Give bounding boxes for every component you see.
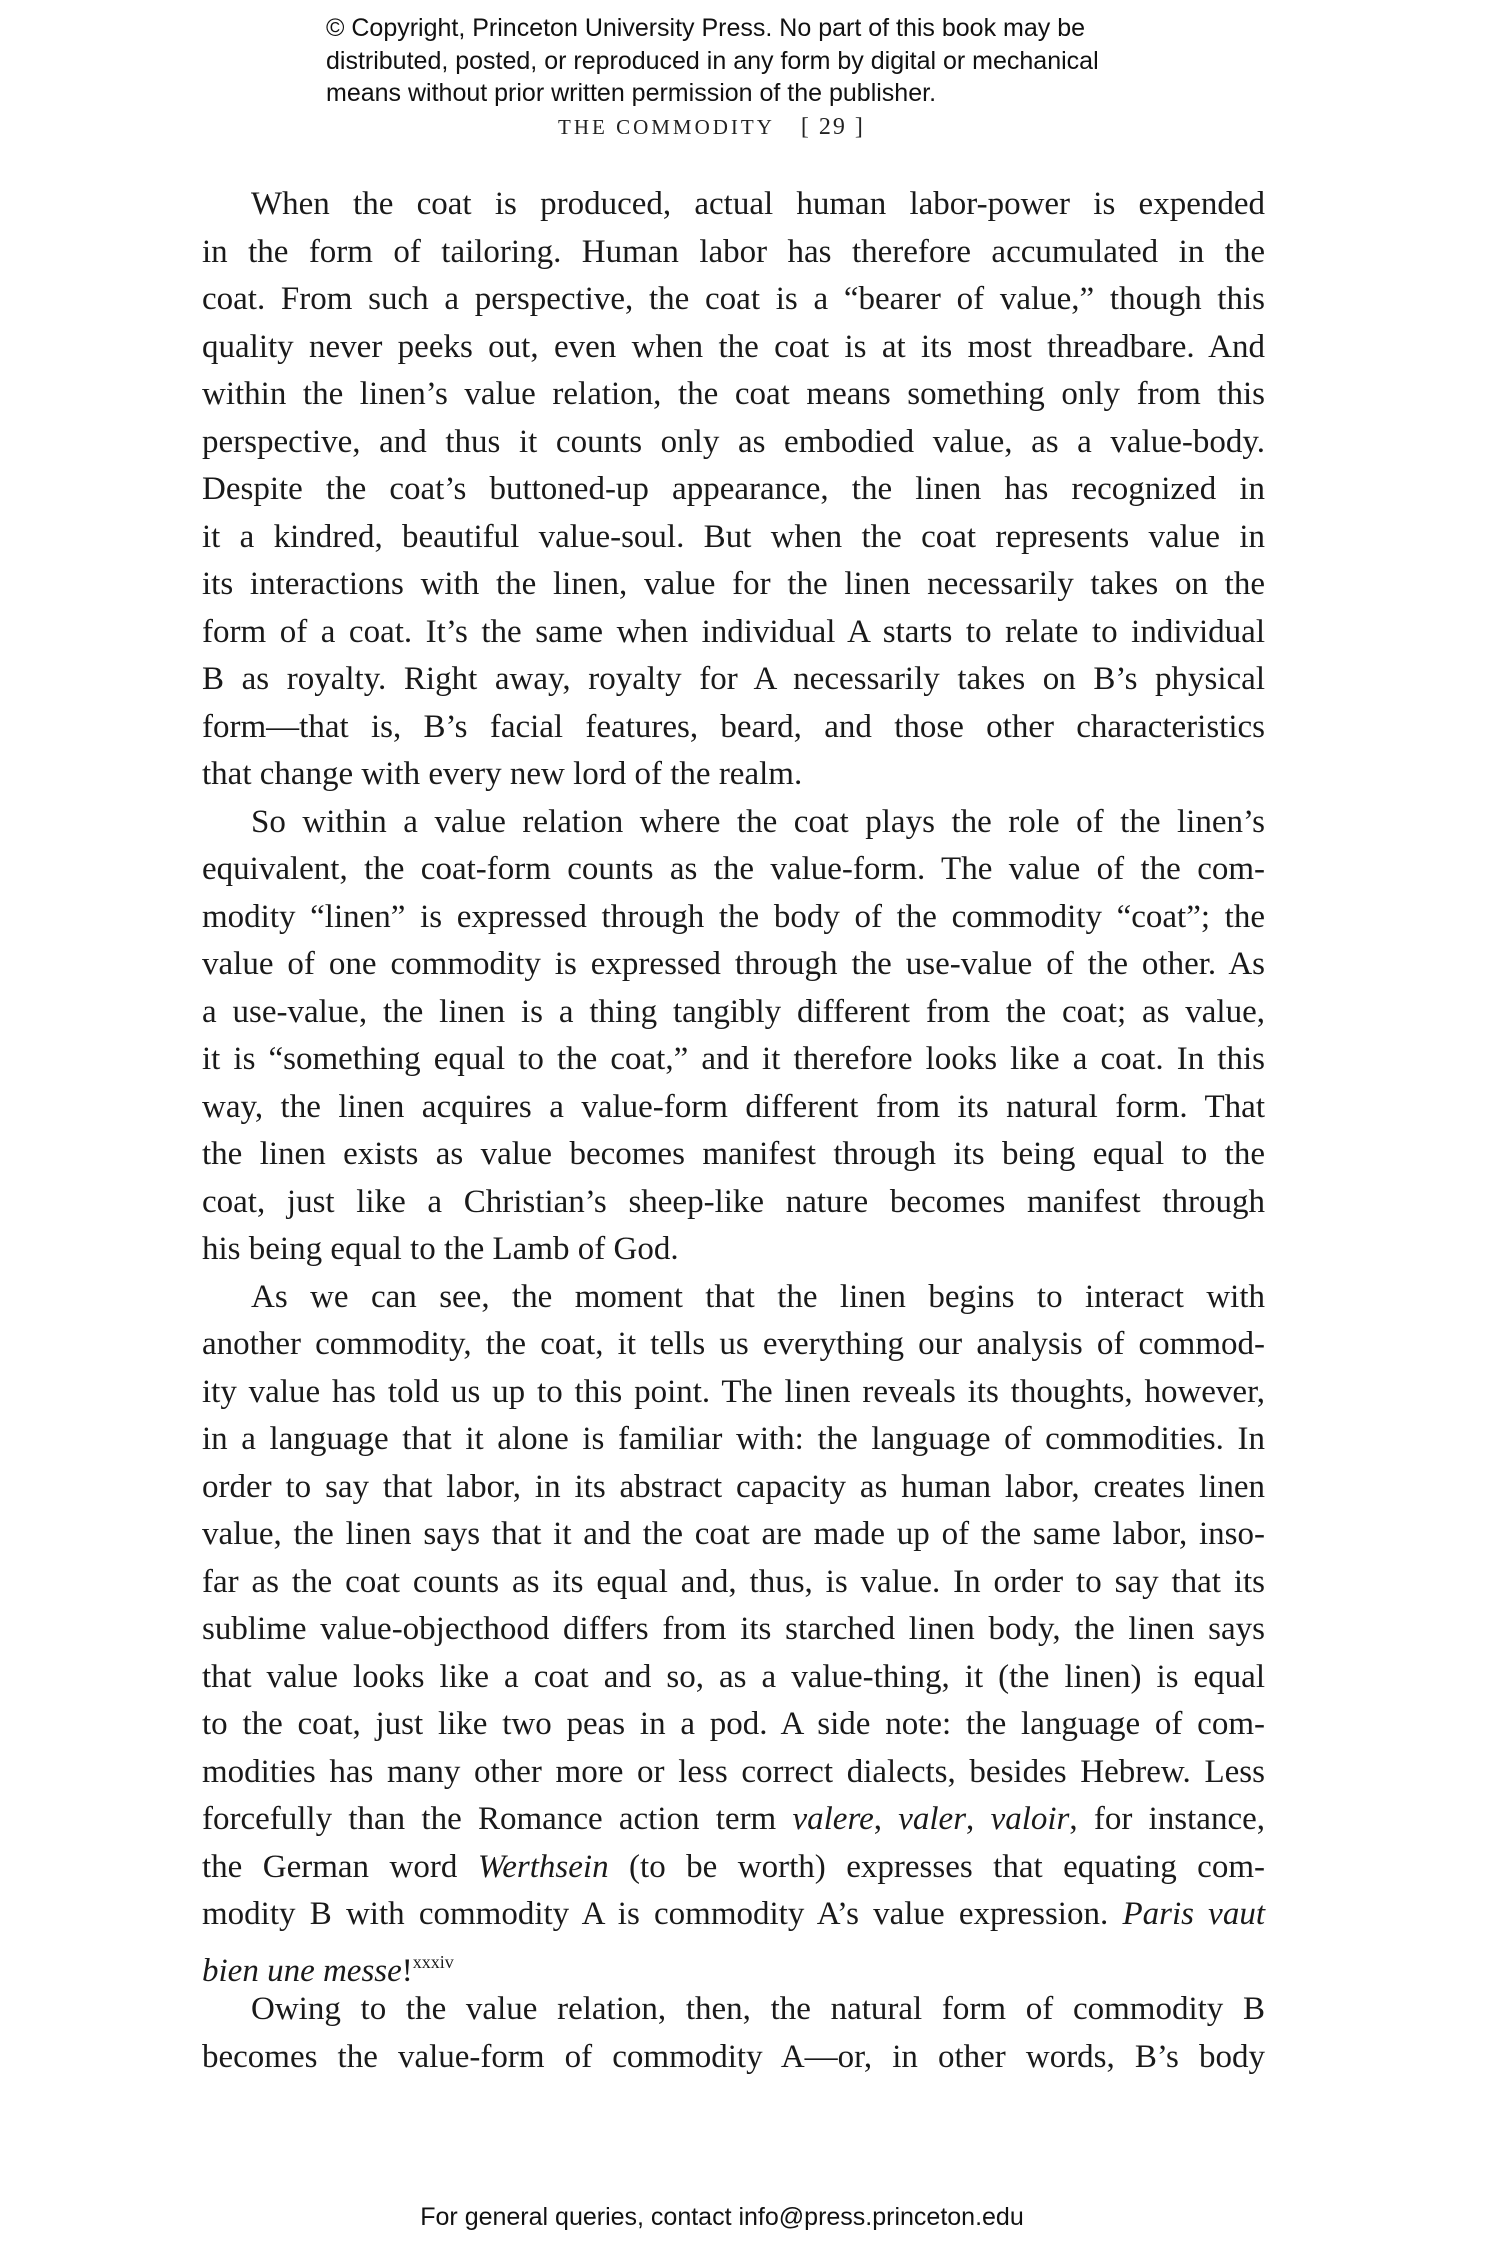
text-run: the German word: [202, 1848, 478, 1885]
italic-term: valoir: [990, 1801, 1070, 1837]
text-line: coat, just like a Christian’s sheep-like nature becomes manifest through: [202, 1183, 1265, 1220]
text-run: modity B with commodity A is commodity A’s value expression.: [202, 1896, 1123, 1932]
text-line: quality never peeks out, even when the coat is at its most threadbare. And: [202, 328, 1265, 365]
text-line: coat. From such a perspective, the coat is a “bearer of value,” though this: [202, 281, 1265, 317]
text-line: it a kindred, beautiful value-soul. But when the coat represents value in: [202, 518, 1265, 555]
page-number: [ 29 ]: [800, 114, 865, 140]
copyright-notice: [326, 12, 1226, 110]
text-run: !: [401, 1952, 413, 1989]
text-line: perspective, and thus it counts only as embodied value, as a value-body.: [202, 423, 1265, 460]
text-line: When the coat is produced, actual human labor-power is expended: [251, 186, 1265, 222]
text-line: ity value has told us up to this point. The linen reveals its thoughts, however,: [202, 1373, 1265, 1410]
text-line: the linen exists as value becomes manifest through its being equal to the: [202, 1136, 1265, 1172]
text-line: his being equal to the Lamb of God.: [202, 1231, 679, 1267]
text-line: far as the coat counts as its equal and, thus, is value. In order to say that its: [202, 1563, 1265, 1600]
text-line: modity “linen” is expressed through the body of the commodity “coat”; the: [202, 898, 1265, 935]
text-line: As we can see, the moment that the linen begins to interact with: [251, 1278, 1265, 1315]
text-line: its interactions with the linen, value for the linen necessarily takes on the: [202, 566, 1265, 602]
italic-term: bien une messe: [202, 1952, 402, 1989]
text-line: that value looks like a coat and so, as a value-thing, it (the linen) is equal: [202, 1658, 1265, 1695]
text-line-messe: [202, 1939, 1265, 1987]
footer-contact: [0, 2203, 1500, 2232]
text-line: becomes the value-form of commodity A—or, in other words, B’s body: [202, 2038, 1265, 2075]
text-line: form of a coat. It’s the same when individual A starts to relate to individual: [202, 613, 1265, 650]
text-line-paris: [202, 1891, 1265, 1939]
text-line: to the coat, just like two peas in a pod. A side note: the language of com-: [202, 1706, 1265, 1742]
text-line: order to say that labor, in its abstract capacity as human labor, creates linen: [202, 1468, 1265, 1505]
text-line: a use-value, the linen is a thing tangibly different from the coat; as value,: [202, 993, 1265, 1030]
copyright-line: means without prior written permission of the publisher.: [326, 79, 937, 107]
text-run: forcefully than the Romance action term: [202, 1801, 793, 1837]
text-line: So within a value relation where the coat plays the role of the linen’s: [251, 803, 1265, 840]
italic-term: valere: [792, 1801, 874, 1837]
text-line: it is “something equal to the coat,” and it therefore looks like a coat. In this: [202, 1041, 1265, 1077]
text-run: ,: [966, 1801, 991, 1837]
text-line: within the linen’s value relation, the coat means something only from this: [202, 376, 1265, 412]
text-line: in a language that it alone is familiar with: the language of commodities. In: [202, 1421, 1265, 1457]
italic-term: valer: [898, 1801, 967, 1837]
text-line: value of one commodity is expressed through the use-value of the other. As: [202, 946, 1265, 982]
text-line: sublime value-objecthood differs from its starched linen body, the linen says: [202, 1611, 1265, 1647]
body-text: [202, 181, 1265, 2081]
copyright-line: distributed, posted, or reproduced in any form by digital or mechanical: [326, 46, 1099, 75]
text-line: another commodity, the coat, it tells us everything our analysis of commod-: [202, 1326, 1265, 1362]
text-line: B as royalty. Right away, royalty for A necessarily takes on B’s physical: [202, 661, 1265, 697]
text-line: form—that is, B’s facial features, beard, and those other characteristics: [202, 708, 1265, 745]
italic-term: Paris vaut: [1122, 1896, 1265, 1932]
text-line-romance: [202, 1796, 1265, 1844]
text-line: modities has many other more or less correct dialects, besides Hebrew. Less: [202, 1753, 1265, 1790]
text-run: (to be worth) expresses that equating com-: [608, 1848, 1265, 1885]
text-line: that change with every new lord of the realm.: [202, 756, 803, 792]
text-line: in the form of tailoring. Human labor has therefore accumulated in the: [202, 233, 1265, 270]
chapter-title: THE COMMODITY: [558, 115, 775, 139]
running-head: [558, 114, 918, 141]
text-line: value, the linen says that it and the coat are made up of the same labor, inso-: [202, 1516, 1265, 1552]
text-line: Owing to the value relation, then, the natural form of commodity B: [251, 1991, 1265, 2027]
footer-text: For general queries, contact info@press.princeton.edu: [420, 2203, 1024, 2231]
text-run: , for instance,: [1069, 1801, 1265, 1837]
italic-term: Werthsein: [477, 1848, 609, 1885]
text-line: equivalent, the coat-form counts as the value-form. The value of the com-: [202, 851, 1265, 887]
text-line: Despite the coat’s buttoned-up appearance, the linen has recognized in: [202, 471, 1265, 507]
text-line: way, the linen acquires a value-form different from its natural form. That: [202, 1088, 1265, 1125]
text-line-german: [202, 1844, 1265, 1892]
endnote-reference[interactable]: xxxiv: [412, 1951, 454, 1972]
text-run: ,: [873, 1801, 899, 1837]
copyright-line: © Copyright, Princeton University Press. No part of this book may be: [326, 14, 1086, 42]
